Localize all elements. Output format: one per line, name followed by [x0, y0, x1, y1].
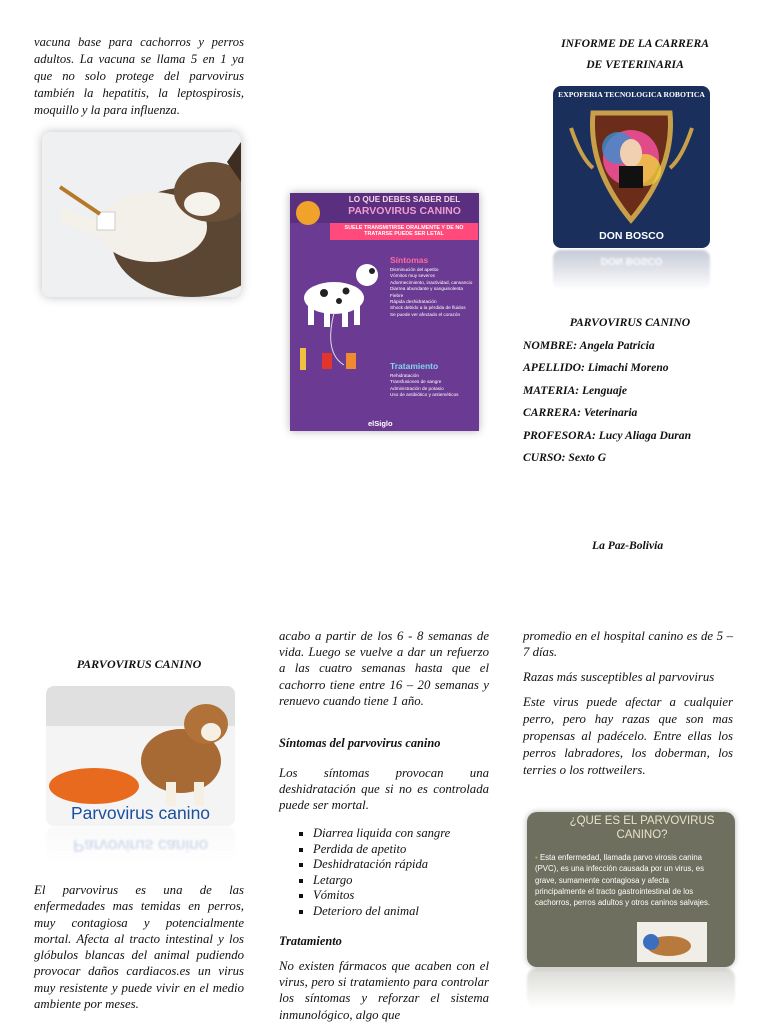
info-materia: MATERIA: Lenguaje: [523, 383, 628, 397]
symptoms-list: [279, 820, 499, 919]
sick-puppy-photo: [42, 132, 241, 297]
symptoms-intro: Los síntomas provocan una deshidratación que si no es controlada puede ser mortal.: [279, 766, 489, 813]
slide-text: ▪ Esta enfermedad, llamada parvo virosis canina (PVC), es una infección causada por un virus, es grave, sumamente contagiosa y afecta principalmente el tracto gastrointestinal de los cachorros, perros adultos y otros caninos salvajes.: [535, 853, 711, 908]
poster-symptom: Diarrea abundante y sanguinolenta: [390, 286, 463, 292]
symptoms-heading: Síntomas del parvovirus canino: [279, 736, 441, 750]
poster-treatment-title: Tratamiento: [390, 361, 439, 371]
col3-paragraph-3: Este virus puede afectar a cualquier perro, pero hay razas que son mas propensas al padécelo. Entre ellas los perros labradores, los doberman, los terries o los rottweilers.: [523, 695, 733, 777]
treatment-heading: Tratamiento: [279, 934, 342, 948]
treatment-text: No existen fármacos que acaben con el virus, pero si tratamiento para controlar los síntomas y reforzar el sistema inmunológico, algo que: [279, 959, 489, 1022]
poster-treatment: Uso de antibiótico y antieméticos: [390, 392, 459, 398]
parvovirus-dog-photo: [46, 686, 235, 826]
intro-paragraph: vacuna base para cachorros y perros adultos. La vacuna se llama 5 en 1 ya que no solo protege del parvovirus también la hepatitis, la leptospirosis, moquillo y la para influenza.: [34, 35, 244, 117]
symptom-item: ▪ Letargo: [313, 873, 499, 889]
slide-reflection: [527, 968, 735, 1008]
report-info: [523, 335, 753, 469]
poster-symptom: Rápida deshidratación: [390, 299, 437, 305]
slide-title: ¿QUE ES EL PARVOVIRUS CANINO?: [569, 815, 715, 841]
col2-paragraph: acabo a partir de los 6 - 8 semanas de vida. Luego se vuelve a dar un refuerzo a las cuatro semanas hasta que el cachorro tiene entre 16 – 20 semanas y renuevo cuando tiene 1 año.: [279, 629, 489, 708]
col3-paragraph-1: promedio en el hospital canino es de 5 – 7 días.: [523, 629, 733, 660]
poster-title-main: PARVOVIRUS CANINO: [348, 205, 461, 217]
col3-paragraph-2: Razas más susceptibles al parvovirus: [523, 670, 715, 684]
logo-reflection: DON BOSCO: [553, 250, 710, 290]
poster-symptoms-title: Síntomas: [390, 255, 429, 265]
report-location: La Paz-Bolivia: [592, 539, 664, 552]
col1-heading: PARVOVIRUS CANINO: [76, 657, 202, 671]
symptom-item: ▪ Vómitos: [313, 888, 499, 904]
symptom-item: ▪ Diarrea liquida con sangre: [313, 826, 499, 842]
logo-bottom-text: DON BOSCO: [599, 230, 664, 242]
poster-banner: SUELE TRANSMITIRSE ORALMENTE Y DE NO TRATARSE PUEDE SER LETAL: [330, 223, 478, 240]
symptom-item: ▪ Perdida de apetito: [313, 842, 499, 858]
poster-symptom: Disminución del apetito: [390, 267, 439, 272]
report-header: [520, 33, 750, 75]
poster-logo: elSiglo: [368, 419, 393, 428]
parvovirus-poster: [290, 193, 479, 431]
poster-treatment: Rehidratación: [390, 373, 419, 378]
poster-treatment-list: [390, 373, 476, 399]
poster-symptom: Adormecimiento, inactividad, cansancio: [390, 279, 473, 285]
info-apellido: APELLIDO: Limachi Moreno: [523, 361, 669, 375]
dog-photo-reflection: Parvovirus canino: [46, 827, 235, 865]
info-curso: CURSO: Sexto G: [523, 451, 607, 465]
poster-title-top: LO QUE DEBES SABER DEL: [348, 195, 461, 204]
poster-symptom: Shock debido a la pérdida de fluidos: [390, 305, 466, 311]
poster-symptom: Fiebre: [390, 292, 404, 298]
bullet-icon: ▪: [535, 853, 538, 862]
info-carrera: CARRERA: Veterinaria: [523, 406, 638, 420]
header-line-1: INFORME DE LA CARRERA: [561, 37, 709, 50]
info-profesora: PROFESORA: Lucy Aliaga Duran: [523, 428, 692, 442]
poster-symptom: Vómitos muy severos: [390, 273, 435, 279]
poster-symptoms-list: [390, 267, 476, 318]
info-nombre: NOMBRE: Angela Patricia: [523, 339, 655, 352]
header-line-2: DE VETERINARIA: [586, 58, 684, 71]
don-bosco-logo-card: [553, 86, 710, 248]
poster-symptom: Se puede ver afectado el corazón: [390, 311, 461, 317]
photo-caption: Parvovirus canino: [70, 803, 211, 823]
report-title: PARVOVIRUS CANINO: [569, 316, 691, 329]
poster-treatment: Transfusiones de sangre: [390, 379, 442, 385]
col1-paragraph: El parvovirus es una de las enfermedades mas temidas en perros, muy contagiosa y potencialmente mortal. Afecta al tracto intestinal y los glóbulos blancas del animal pudiendo provocar daños cardiacos.es un virus muy resistente y puede vivir en el medio ambiente por meses.: [34, 883, 244, 1012]
poster-treatment: Administración de potasio: [390, 385, 444, 391]
virus-icon: [296, 201, 320, 225]
sick-dog-thumbnail: [637, 922, 707, 962]
symptom-item: ▪ Deterioro del animal: [313, 904, 499, 920]
symptom-item: ▪ Deshidratación rápida: [313, 857, 499, 873]
logo-top-text: EXPOFERIA TECNOLOGICA ROBOTICA: [558, 90, 705, 99]
what-is-parvovirus-slide: [527, 812, 735, 967]
